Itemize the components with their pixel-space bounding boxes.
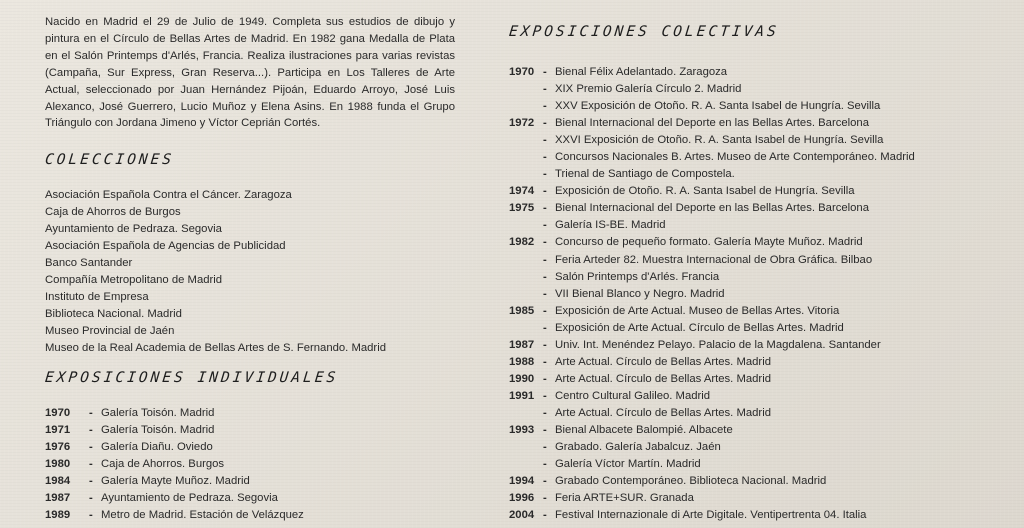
exhibition-text: Concursos Nacionales B. Artes. Museo de Arte Contemporáneo. Madrid <box>555 151 915 164</box>
dash-separator: - <box>543 219 547 232</box>
dash-separator: - <box>543 475 547 488</box>
exhibition-year: 1970 <box>45 407 71 419</box>
exhibition-item <box>509 456 915 473</box>
exhibition-year: 1974 <box>509 185 535 198</box>
exhibition-text: VII Bienal Blanco y Negro. Madrid <box>555 287 725 300</box>
exhibition-item <box>509 217 915 234</box>
exhibition-item <box>509 149 915 166</box>
exhibition-year: 2004 <box>509 509 535 522</box>
exhibition-text: Galería IS-BE. Madrid <box>555 219 666 232</box>
exhibition-item <box>509 354 915 371</box>
exhibition-year: 1993 <box>509 423 535 436</box>
exhibition-text: Galería Mayte Muñoz. Madrid <box>101 475 250 488</box>
exhibition-text: Bienal Albacete Balompié. Albacete <box>555 423 733 436</box>
exhibition-item <box>509 422 915 439</box>
coleccion-item: Biblioteca Nacional. Madrid <box>45 308 182 321</box>
dash-separator: - <box>543 389 547 402</box>
exhibition-year: 1987 <box>45 492 71 505</box>
coleccion-item: Museo Provincial de Jaén <box>45 325 175 338</box>
exhibition-text: Salón Printemps d'Arlés. Francia <box>555 270 720 283</box>
exhibition-text: Galería Toisón. Madrid <box>101 407 215 419</box>
coleccion-item: Banco Santander <box>45 257 133 270</box>
exhibition-item <box>509 81 915 98</box>
exhibition-text: Arte Actual. Círculo de Bellas Artes. Madrid <box>555 406 771 419</box>
exhibition-text: Univ. Int. Menéndez Pelayo. Palacio de la Magdalena. Santander <box>555 338 881 351</box>
exhibition-year: 1990 <box>509 372 535 385</box>
dash-separator: - <box>543 441 547 454</box>
biography-text: Nacido en Madrid el 29 de Julio de 1949. Completa sus estudios de dibujo y pintura en el Círculo de Bellas Artes de Madrid. En 1982 gana Medalla de Plata en el Salón Printemps d'Arlés, Francia. Realiza ilustraciones para varias revistas (Campaña, Sur Express, Gran Reserva...). Participa en Los Talleres de Arte Actual, seleccionado por Juan Hernández Pijoán, Eduardo Arroyo, José Luis Alexanco, José Guerrero, Lucio Muñoz y Elena Asins. En 1988 funda el Grupo Triángulo con Jordana Jimeno y Víctor Ceprián Cortés. <box>45 16 455 130</box>
dash-separator: - <box>89 492 93 505</box>
individuales-heading: EXPOSICIONES INDIVIDUALES <box>44 370 340 386</box>
exhibition-year: 1972 <box>509 117 535 130</box>
dash-separator: - <box>543 134 547 147</box>
exhibition-item <box>509 371 915 388</box>
exhibition-text: Arte Actual. Círculo de Bellas Artes. Madrid <box>555 372 771 385</box>
exhibition-text: Concurso de pequeño formato. Galería Mayte Muñoz. Madrid <box>555 236 863 249</box>
exhibition-year: 1970 <box>509 66 535 78</box>
dash-separator: - <box>543 236 547 249</box>
dash-separator: - <box>89 424 93 437</box>
exhibition-item <box>509 166 915 183</box>
exhibition-year: 1984 <box>45 475 71 488</box>
exhibition-item <box>45 422 304 439</box>
exhibition-item <box>509 234 915 251</box>
exhibition-year: 1996 <box>509 492 535 505</box>
coleccion-item: Instituto de Empresa <box>45 291 149 304</box>
exhibition-item <box>509 507 915 524</box>
dash-separator: - <box>89 458 93 471</box>
exhibition-text: Feria ARTE+SUR. Granada <box>555 492 694 505</box>
exhibition-item <box>509 183 915 200</box>
exhibition-item <box>509 405 915 422</box>
exhibition-text: Exposición de Arte Actual. Museo de Bellas Artes. Vitoria <box>555 304 840 317</box>
exhibition-text: Grabado. Galería Jabalcuz. Jaén <box>555 441 721 454</box>
colecciones-heading: COLECCIONES <box>44 152 175 168</box>
dash-separator: - <box>543 253 547 266</box>
exhibition-item <box>509 252 915 269</box>
exhibition-text: XIX Premio Galería Círculo 2. Madrid <box>555 83 742 96</box>
exhibition-year: 1975 <box>509 202 535 215</box>
dash-separator: - <box>543 287 547 300</box>
exhibition-item <box>45 490 304 507</box>
dash-separator: - <box>543 185 547 198</box>
colectivas-heading: EXPOSICIONES COLECTIVAS <box>508 24 780 40</box>
dash-separator: - <box>543 338 547 351</box>
dash-separator: - <box>543 406 547 419</box>
exhibition-text: Festival Internazionale di Arte Digitale. Ventipertrenta 04. Italia <box>555 509 867 522</box>
dash-separator: - <box>543 304 547 317</box>
colecciones-list <box>45 187 386 357</box>
individuales-list <box>45 405 304 524</box>
exhibition-item <box>509 303 915 320</box>
exhibition-year: 1980 <box>45 458 71 471</box>
dash-separator: - <box>543 458 547 471</box>
exhibition-text: Ayuntamiento de Pedraza. Segovia <box>101 492 278 505</box>
exhibition-year: 1988 <box>509 355 535 368</box>
exhibition-year: 1985 <box>509 304 535 317</box>
dash-separator: - <box>89 509 93 522</box>
dash-separator: - <box>543 509 547 522</box>
exhibition-year: 1987 <box>509 338 535 351</box>
exhibition-item <box>45 456 304 473</box>
exhibition-text: Galería Toisón. Madrid <box>101 424 215 437</box>
dash-separator: - <box>543 372 547 385</box>
dash-separator: - <box>543 83 547 96</box>
dash-separator: - <box>543 355 547 368</box>
exhibition-text: Caja de Ahorros. Burgos <box>101 458 225 471</box>
dash-separator: - <box>543 117 547 130</box>
dash-separator: - <box>543 492 547 505</box>
exhibition-item <box>509 269 915 286</box>
coleccion-item: Museo de la Real Academia de Bellas Artes de S. Fernando. Madrid <box>45 342 386 355</box>
exhibition-year: 1982 <box>509 236 535 249</box>
exhibition-item <box>509 64 915 81</box>
coleccion-item: Asociación Española Contra el Cáncer. Zaragoza <box>45 189 292 201</box>
exhibition-item <box>509 388 915 405</box>
dash-separator: - <box>543 423 547 436</box>
exhibition-year: 1976 <box>45 441 71 454</box>
exhibition-item <box>509 473 915 490</box>
exhibition-text: Grabado Contemporáneo. Biblioteca Nacional. Madrid <box>555 475 827 488</box>
dash-separator: - <box>89 475 93 488</box>
exhibition-item <box>509 320 915 337</box>
exhibition-item <box>509 439 915 456</box>
coleccion-item: Asociación Española de Agencias de Publicidad <box>45 240 286 253</box>
exhibition-year: 1989 <box>45 509 71 522</box>
exhibition-item <box>509 115 915 132</box>
dash-separator: - <box>543 100 547 113</box>
dash-separator: - <box>543 66 547 78</box>
coleccion-item: Ayuntamiento de Pedraza. Segovia <box>45 223 222 236</box>
coleccion-item: Compañía Metropolitano de Madrid <box>45 274 223 287</box>
exhibition-year: 1991 <box>509 389 535 402</box>
exhibition-text: Bienal Internacional del Deporte en las Bellas Artes. Barcelona <box>555 202 869 215</box>
exhibition-text: Bienal Félix Adelantado. Zaragoza <box>555 66 728 78</box>
dash-separator: - <box>89 441 93 454</box>
exhibition-item <box>509 490 915 507</box>
exhibition-item <box>509 132 915 149</box>
dash-separator: - <box>543 151 547 164</box>
dash-separator: - <box>543 168 547 181</box>
exhibition-item <box>509 337 915 354</box>
exhibition-item <box>509 98 915 115</box>
dash-separator: - <box>543 321 547 334</box>
exhibition-item <box>45 473 304 490</box>
exhibition-item <box>45 507 304 524</box>
dash-separator: - <box>89 407 93 419</box>
exhibition-text: Metro de Madrid. Estación de Velázquez <box>101 509 304 522</box>
exhibition-text: Centro Cultural Galileo. Madrid <box>555 389 711 402</box>
exhibition-text: Galería Víctor Martín. Madrid <box>555 458 701 471</box>
exhibition-text: XXVI Exposición de Otoño. R. A. Santa Isabel de Hungría. Sevilla <box>555 134 884 147</box>
coleccion-item: Caja de Ahorros de Burgos <box>45 206 181 219</box>
exhibition-text: XXV Exposición de Otoño. R. A. Santa Isabel de Hungría. Sevilla <box>555 100 881 113</box>
exhibition-item <box>509 286 915 303</box>
dash-separator: - <box>543 202 547 215</box>
dash-separator: - <box>543 270 547 283</box>
exhibition-item <box>45 405 304 422</box>
exhibition-year: 1994 <box>509 475 535 488</box>
exhibition-text: Exposición de Otoño. R. A. Santa Isabel de Hungría. Sevilla <box>555 185 855 198</box>
exhibition-text: Bienal Internacional del Deporte en las Bellas Artes. Barcelona <box>555 117 869 130</box>
exhibition-year: 1971 <box>45 424 71 437</box>
colectivas-list <box>509 64 915 524</box>
exhibition-text: Trienal de Santiago de Compostela. <box>555 168 735 181</box>
exhibition-text: Galería Diañu. Oviedo <box>101 441 213 454</box>
exhibition-item <box>509 200 915 217</box>
exhibition-text: Exposición de Arte Actual. Círculo de Bellas Artes. Madrid <box>555 321 844 334</box>
exhibition-item <box>45 439 304 456</box>
exhibition-text: Feria Arteder 82. Muestra Internacional de Obra Gráfica. Bilbao <box>555 253 873 266</box>
exhibition-text: Arte Actual. Círculo de Bellas Artes. Madrid <box>555 355 771 368</box>
